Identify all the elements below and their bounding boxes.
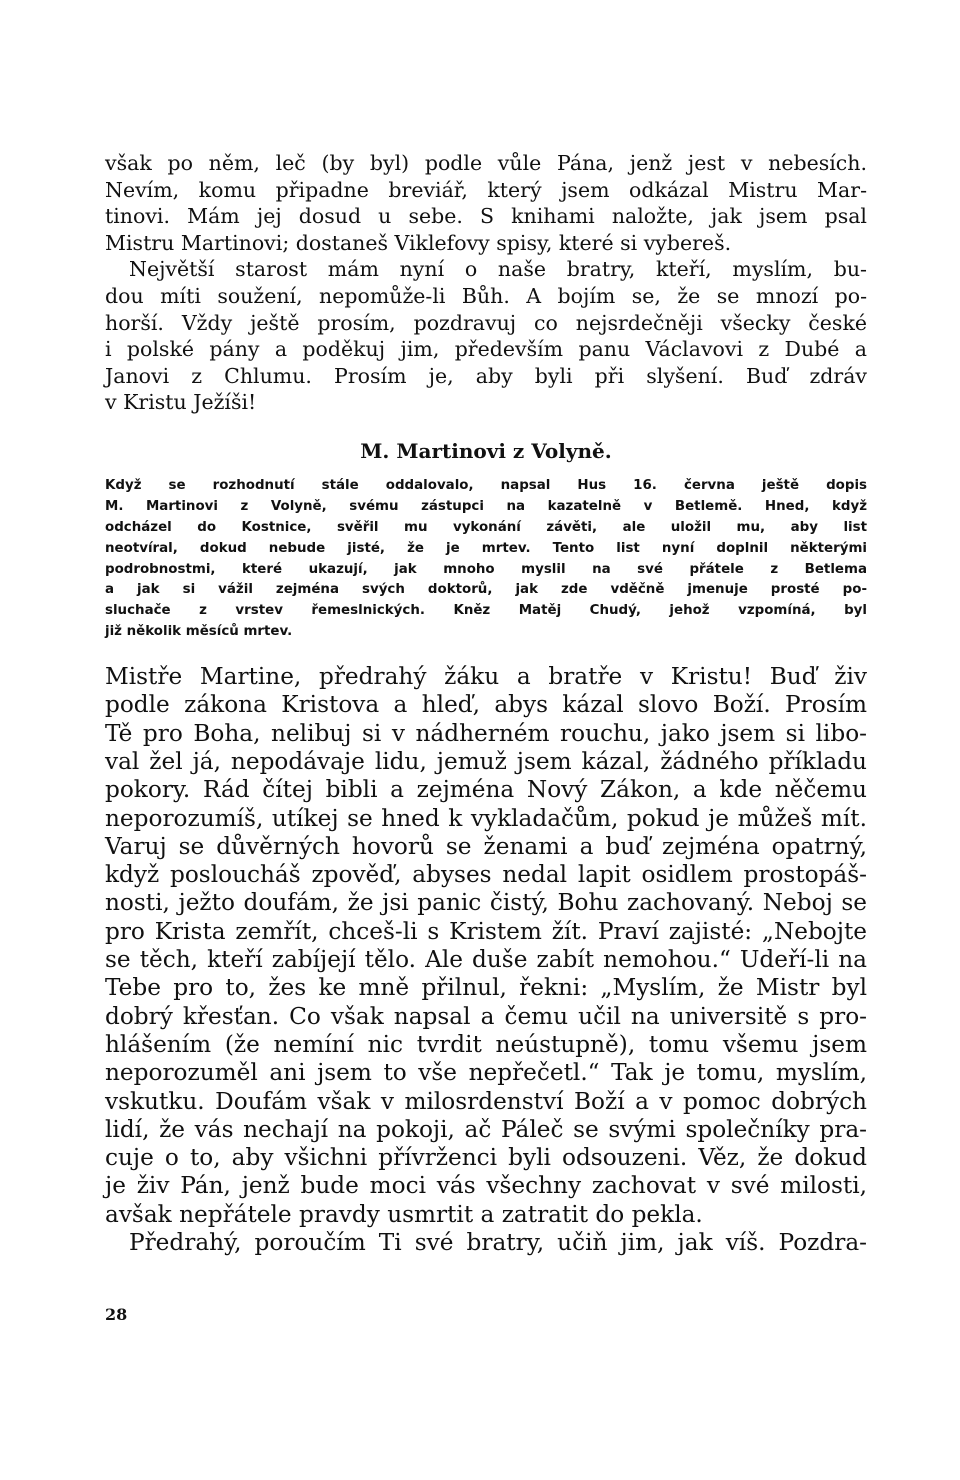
- intro-line: Když se rozhodnutí stále oddalovalo, napsal Hus 16. června ještě dopis: [105, 477, 867, 493]
- letter-line: lidí, že vás nechají na pokoji, ač Páleč se svými společníky pra-: [105, 1115, 867, 1143]
- letter-line: cuje o to, aby všichni přívrženci byli odsouzeni. Věz, že dokud: [105, 1144, 867, 1172]
- book-page: [105, 150, 867, 1257]
- intro-line: podrobnostmi, které ukazují, jak mnoho myslil na své přátele z Betlema: [105, 561, 867, 577]
- letter-line: avšak nepřátele pravdy usmrtit a zatratit do pekla.: [105, 1200, 703, 1228]
- text-line: dou míti soužení, nepomůže-li Bůh. A bojím se, že se mnozí po-: [105, 283, 867, 308]
- letter-body: [105, 663, 867, 1257]
- letter-line: když posloucháš zpověď, abyses nedal lapit osidlem prostopáš-: [105, 861, 867, 889]
- letter-line: vskutku. Doufám však v milosrdenství Boží a v pomoc dobrých: [105, 1087, 867, 1115]
- letter-line: neporozumíš, utíkej se hned k vykladačům, pokud je můžeš mít.: [105, 804, 867, 832]
- letter-line: Mistře Martine, předrahý žáku a bratře v Kristu! Buď živ: [105, 663, 867, 691]
- intro-line: a jak si vážil zejména svých doktorů, jak zde vděčně jmenuje prosté po-: [105, 582, 867, 598]
- text-line: však po něm, leč (by byl) podle vůle Pána, jenž jest v nebesích.: [105, 151, 867, 175]
- text-line: Nevím, komu připadne breviář, který jsem odkázal Mistru Mar-: [105, 177, 867, 202]
- text-line: Janovi z Chlumu. Prosím je, aby byli při slyšení. Buď zdráv: [105, 363, 867, 388]
- letter-heading: M. Martinovi z Volyně.: [360, 438, 612, 463]
- letter-line: Tebe pro to, žes ke mně přilnul, řekni: „Myslím, že Mistr byl: [105, 974, 867, 1002]
- letter-line: pokory. Rád čítej bibli a zejména Nový Zákon, a kde něčemu: [105, 776, 867, 804]
- text-line: Mistru Martinovi; dostaneš Viklefovy spisy, které si vybereš.: [105, 230, 732, 255]
- intro-line: M. Martinovi z Volyně, svému zástupci na kazatelně v Betlemě. Hned, když: [105, 498, 867, 514]
- letter-line: pro Krista zemřít, chceš-li s Kristem žít. Praví zajisté: „Nebojte: [105, 917, 867, 945]
- intro-line: neotvíral, dokud nebude jisté, že je mrtev. Tento list nyní doplnil některými: [105, 540, 867, 556]
- intro-line: sluchače z vrstev řemeslnických. Kněz Matěj Chudý, jehož vzpomíná, byl: [105, 603, 867, 619]
- text-line: tinovi. Mám jej dosud u sebe. S knihami naložte, jak jsem psal: [105, 204, 867, 229]
- page-number: 28: [105, 1305, 128, 1324]
- editorial-introduction: [105, 476, 867, 643]
- intro-line: odcházel do Kostnice, svěřil mu vykonání závěti, ale uložil mu, aby list: [105, 519, 867, 535]
- text-line: Největší starost mám nyní o naše bratry, kteří, myslím, bu-: [129, 257, 867, 282]
- letter-line: Varuj se důvěrných hovorů se ženami a buď zejména opatrný,: [105, 832, 867, 860]
- text-line: horší. Vždy ještě prosím, pozdravuj co nejsrdečněji všecky české: [105, 310, 867, 335]
- letter-line: dobrý křesťan. Co však napsal a čemu učil na universitě s pro-: [105, 1002, 867, 1030]
- letter-line: se těch, kteří zabíjejí tělo. Ale duše zabít nemohou.“ Udeří-li na: [105, 946, 867, 974]
- previous-letter-ending: [105, 150, 867, 416]
- letter-line: val žel já, nepodávaje lidu, jemuž jsem kázal, žádného příkladu: [105, 747, 867, 775]
- letter-line: Tě pro Boha, nelibuj si v nádherném rouchu, jako jsem si libo-: [105, 719, 867, 747]
- intro-line: již několik měsíců mrtev.: [105, 624, 293, 640]
- text-line: i polské pány a poděkuj jim, především panu Václavovi z Dubé a: [105, 337, 867, 362]
- letter-line: Předrahý, poroučím Ti své bratry, učiň jim, jak víš. Pozdra-: [129, 1229, 867, 1256]
- letter-line: podle zákona Kristova a hleď, abys kázal slovo Boží. Prosím: [105, 691, 867, 719]
- letter-line: neporozuměl ani jsem to vše nepřečetl.“ Tak je tomu, myslím,: [105, 1059, 867, 1087]
- letter-line: nosti, ježto doufám, že jsi panic čistý, Bohu zachovaný. Neboj se: [105, 889, 867, 917]
- text-line: v Kristu Ježíši!: [105, 390, 257, 415]
- letter-line: je živ Pán, jenž bude moci vás všechny zachovat v své milosti,: [105, 1172, 867, 1200]
- letter-line: hlášením (že nemíní nic tvrdit neústupně), tomu všemu jsem: [105, 1030, 867, 1058]
